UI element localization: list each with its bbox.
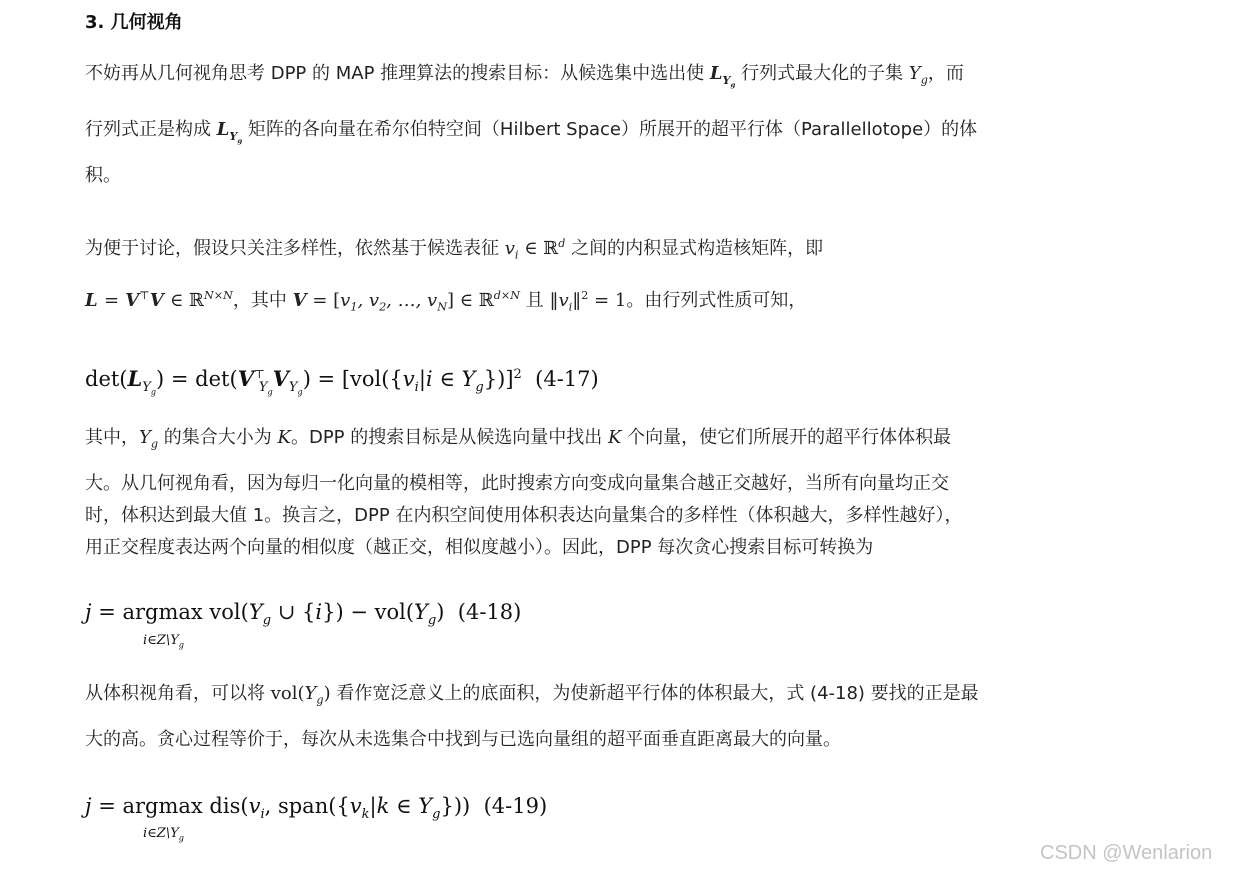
- paragraph-2-line-1: [85, 232, 823, 268]
- math-K: K: [277, 427, 291, 448]
- equation-label: (4-17): [535, 367, 599, 391]
- math-vi-in-Rd: $v_i$ ∈ ℝ$^d$: [504, 237, 566, 262]
- math-K: K: [607, 427, 622, 448]
- argmax-subscript: $i\in Z\backslash Y_g$: [143, 633, 184, 650]
- paragraph-3-line-3: 时，体积达到最大值 1。换言之，DPP 在内积空间使用体积表达向量集合的多样性（体积越大，多样性越好），: [85, 505, 963, 526]
- text: 且: [520, 290, 550, 311]
- text: 个向量，使它们所展开的超平行体体积最: [621, 427, 952, 448]
- equation-4-17: $\det(L_{Y_g}) = \det(V^⊤_{Y_g}V_{Y_g}) = [vol(\{v_i|i$ ∈ $Y_g\})]^2$ (4-17): [85, 366, 599, 397]
- math-norm: $‖v_i‖^2 = 1$: [549, 289, 627, 314]
- paragraph-4-line-2: 大的高。贪心过程等价于，每次从未选集合中找到与已选向量组的超平面垂直距离最大的向量。: [85, 729, 841, 750]
- paragraph-2-line-2: [85, 284, 806, 320]
- paragraph-1-line-3: 积。: [85, 165, 121, 186]
- math-V-def: V: [292, 290, 307, 311]
- text: 为便于讨论，假设只关注多样性，依然基于候选表征: [85, 238, 505, 259]
- paragraph-3-line-1: [85, 426, 951, 457]
- equation-4-18: j = argmax $vol(Y_g$ ∪ $\{i\}) - vol(Y_g)$ (4-18): [85, 600, 522, 629]
- argmax-subscript: $i\in Z\backslash Y_g$: [143, 826, 184, 843]
- math-Yg: $Y_g$: [908, 63, 928, 87]
- text: ，其中: [232, 290, 293, 311]
- math-V-def-rest: = [$v_1$, $v_2$, …, $v_N$] ∈ ℝ$^{d\times N}$: [312, 289, 521, 314]
- paragraph-4-line-1: [85, 682, 979, 713]
- text: 。DPP 的搜索目标是从候选向量中找出: [290, 427, 608, 448]
- equation-4-19: j = argmax $dis(v_i$, $span(\{v_k|k$ ∈ $Y_g$})) (4-19): [85, 794, 548, 823]
- equation-label: (4-18): [457, 600, 522, 624]
- text: 行列式正是构成: [85, 119, 217, 140]
- paragraph-3-line-4: 用正交程度表达两个向量的相似度（越正交，相似度越小）。因此，DPP 每次贪心搜索目标可转换为: [85, 537, 874, 558]
- text: ，而: [927, 63, 964, 84]
- csdn-watermark: CSDN @Wenlarion: [1040, 842, 1213, 864]
- text: 的集合大小为: [158, 427, 278, 448]
- math-L-Yg: $L_{Y_g}$: [709, 63, 736, 89]
- section-heading: 3. 几何视角: [85, 12, 183, 33]
- text: 其中，: [85, 427, 139, 448]
- math-Yg: $Y_g$: [139, 427, 159, 451]
- text: 矩阵的各向量在希尔伯特空间（Hilbert Space）所展开的超平行体（Parallellotope）的体: [242, 119, 978, 140]
- math-L-Yg: $L_{Y_g}$: [216, 119, 243, 145]
- text: 行列式最大化的子集: [735, 63, 909, 84]
- text: 之间的内积显式构造核矩阵，即: [565, 238, 824, 259]
- paragraph-1-line-2: [85, 118, 977, 153]
- text: 。由行列式性质可知，: [626, 290, 807, 311]
- paragraph-1-line-1: [85, 62, 964, 97]
- math-L-def: L = V⊤V ∈ ℝ$^{N\times N}$: [85, 289, 233, 311]
- math-vol-Yg: $vol(Y_g)$: [270, 683, 331, 707]
- paragraph-3-line-2: 大。从几何视角看，因为每归一化向量的模相等，此时搜索方向变成向量集合越正交越好，当所有向量均正交: [85, 473, 949, 494]
- text: 从体积视角看，可以将: [85, 683, 271, 704]
- text: 看作宽泛意义上的底面积，为使新超平行体的体积最大，式 (4-18) 要找的正是最: [330, 683, 979, 704]
- equation-label: (4-19): [483, 794, 548, 818]
- text: 不妨再从几何视角思考 DPP 的 MAP 推理算法的搜索目标：从候选集中选出使: [85, 63, 710, 84]
